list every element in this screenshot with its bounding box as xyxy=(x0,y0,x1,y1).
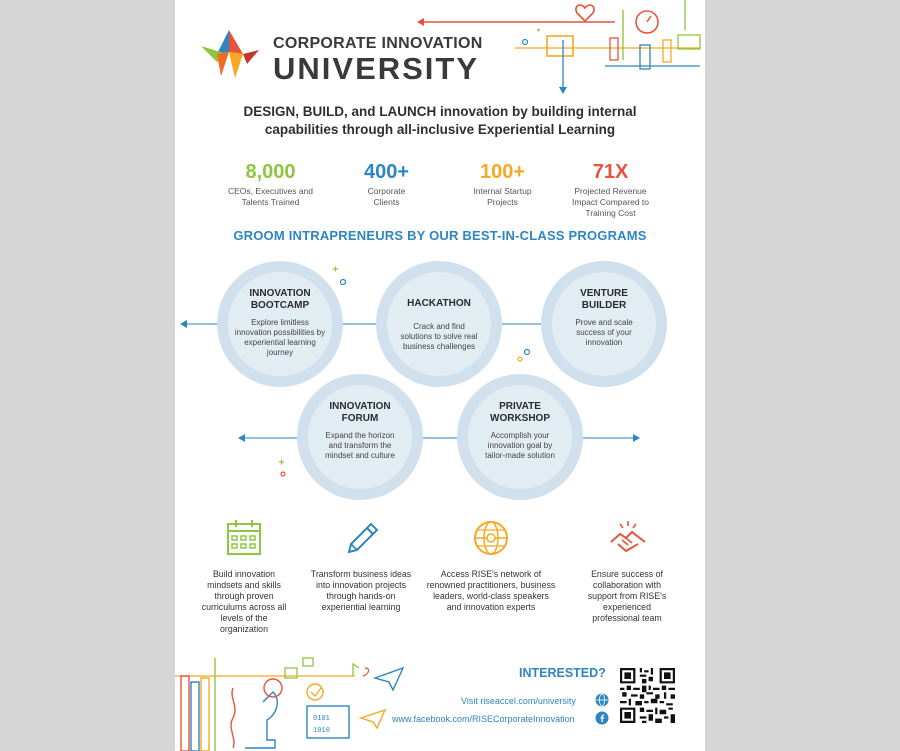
program-innovation-bootcamp[interactable] xyxy=(217,261,343,387)
stat-label: CEOs, Executives and Talents Trained xyxy=(227,186,314,207)
rise-logo-icon xyxy=(199,28,261,80)
svg-text:0101: 0101 xyxy=(313,715,330,723)
program-description: Accomplish your innovation goal by tailor-made solution xyxy=(485,431,555,460)
qr-code-icon[interactable] xyxy=(620,668,675,723)
stat-startup-projects xyxy=(445,160,560,208)
globe-icon xyxy=(595,693,609,707)
stat-ceos-trained xyxy=(213,160,328,208)
feature-support xyxy=(567,569,687,624)
facebook-link[interactable]: www.facebook.com/RISECorporateInnovation xyxy=(392,714,575,724)
stat-value: 8,000 xyxy=(245,161,296,183)
program-venture-builder[interactable] xyxy=(541,261,667,387)
program-title: PRIVATE WORKSHOP xyxy=(490,401,550,424)
globe-network-icon xyxy=(471,518,511,558)
tagline: DESIGN, BUILD, and LAUNCH innovation by building internal capabilities through all-inclusive Experiential Learning xyxy=(243,104,637,137)
program-innovation-forum[interactable] xyxy=(297,374,423,500)
feature-description: Transform business ideas into innovation projects through hands-on experiential learning xyxy=(310,569,412,612)
stat-label: Corporate Clients xyxy=(367,186,406,207)
stat-corporate-clients xyxy=(329,160,444,208)
handshake-icon xyxy=(608,518,648,558)
program-description: Expand the horizon and transform the mindset and culture xyxy=(325,431,395,460)
program-hackathon[interactable] xyxy=(376,261,502,387)
stat-label: Projected Revenue Impact Compared to Training Cost xyxy=(571,186,649,218)
feature-description: Build innovation mindsets and skills through proven curriculums across all levels of the organization xyxy=(201,569,287,634)
program-description: Prove and scale success of your innovation xyxy=(575,318,633,347)
flyer-page xyxy=(175,0,705,751)
interested-heading: INTERESTED? xyxy=(519,666,606,680)
program-description: Explore limitless innovation possibilities by experiential learning journey xyxy=(234,318,326,357)
program-title: HACKATHON xyxy=(407,298,471,309)
programs-section-title: GROOM INTRAPRENEURS BY OUR BEST-IN-CLASS PROGRAMS xyxy=(233,228,647,243)
feature-description: Ensure success of collaboration with support from RISE's experienced professional team xyxy=(587,569,667,623)
program-title: VENTURE BUILDER xyxy=(580,288,628,311)
program-title: INNOVATION BOOTCAMP xyxy=(249,288,311,311)
bottom-decoration-icon xyxy=(175,648,415,751)
program-description: Crack and find solutions to solve real business challenges xyxy=(400,322,478,351)
feature-description: Access RISE's network of renowned practitioners, business leaders, world-class speakers and innovation experts xyxy=(426,569,556,612)
stat-value: 400+ xyxy=(363,161,410,183)
stat-revenue-impact xyxy=(553,160,668,219)
brand-name-line2: UNIVERSITY xyxy=(273,51,480,86)
feature-network xyxy=(425,569,557,613)
stat-value: 71X xyxy=(592,161,629,183)
website-link[interactable]: Visit riseaccel.com/university xyxy=(461,696,576,706)
top-decoration-icon xyxy=(415,0,705,95)
stat-label: Internal Startup Projects xyxy=(473,186,532,207)
calendar-icon xyxy=(224,518,264,558)
pencil-icon xyxy=(341,518,381,558)
facebook-icon xyxy=(595,711,609,725)
program-title: INNOVATION FORUM xyxy=(329,401,391,424)
stat-value: 100+ xyxy=(479,161,526,183)
program-private-workshop[interactable] xyxy=(457,374,583,500)
brand-name-line1: CORPORATE INNOVATION xyxy=(273,35,483,52)
feature-curriculum xyxy=(184,569,304,635)
feature-projects xyxy=(301,569,421,613)
svg-text:1010: 1010 xyxy=(313,727,330,735)
